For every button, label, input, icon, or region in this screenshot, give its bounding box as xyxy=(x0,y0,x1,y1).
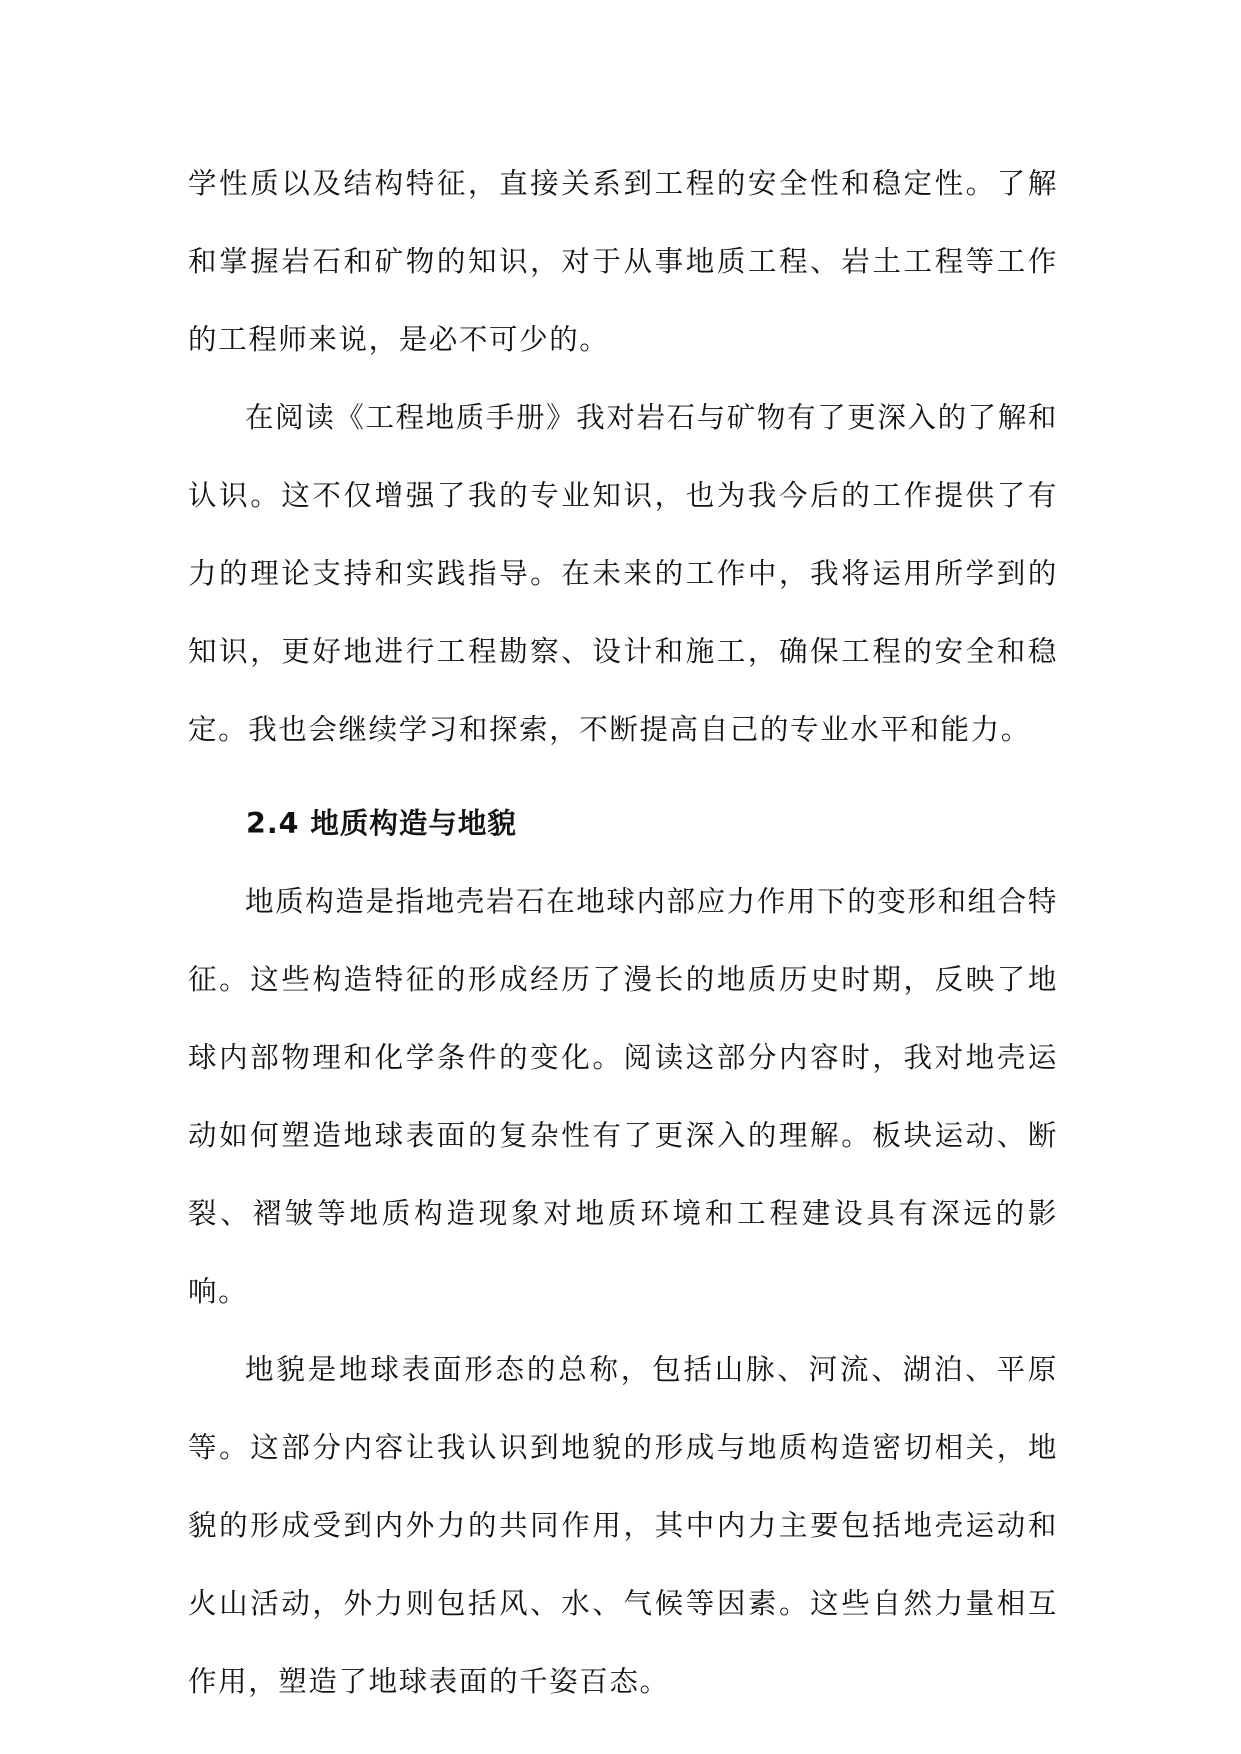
document-body xyxy=(188,145,1058,1721)
paragraph-landform: 地貌是地球表面形态的总称，包括山脉、河流、湖泊、平原等。这部分内容让我认识到地貌的形成与地质构造密切相关，地貌的形成受到内外力的共同作用，其中内力主要包括地壳运动和火山活动，外力则包括风、水、气候等因素。这些自然力量相互作用，塑造了地球表面的千姿百态。 xyxy=(188,1353,1058,1698)
section-heading: 2.4 地质构造与地貌 xyxy=(246,807,517,840)
paragraph-reading-reflection: 在阅读《工程地质手册》我对岩石与矿物有了更深入的了解和认识。这不仅增强了我的专业知识，也为我今后的工作提供了有力的理论支持和实践指导。在未来的工作中，我将运用所学到的知识，更好地进行工程勘察、设计和施工，确保工程的安全和稳定。我也会继续学习和探索，不断提高自己的专业水平和能力。 xyxy=(188,401,1058,746)
paragraph-continued: 学性质以及结构特征，直接关系到工程的安全性和稳定性。了解和掌握岩石和矿物的知识，对于从事地质工程、岩土工程等工作的工程师来说，是必不可少的。 xyxy=(188,167,1058,356)
paragraph-geologic-structure: 地质构造是指地壳岩石在地球内部应力作用下的变形和组合特征。这些构造特征的形成经历了漫长的地质历史时期，反映了地球内部物理和化学条件的变化。阅读这部分内容时，我对地壳运动如何塑造地球表面的复杂性有了更深入的理解。板块运动、断裂、褶皱等地质构造现象对地质环境和工程建设具有深远的影响。 xyxy=(188,885,1058,1308)
